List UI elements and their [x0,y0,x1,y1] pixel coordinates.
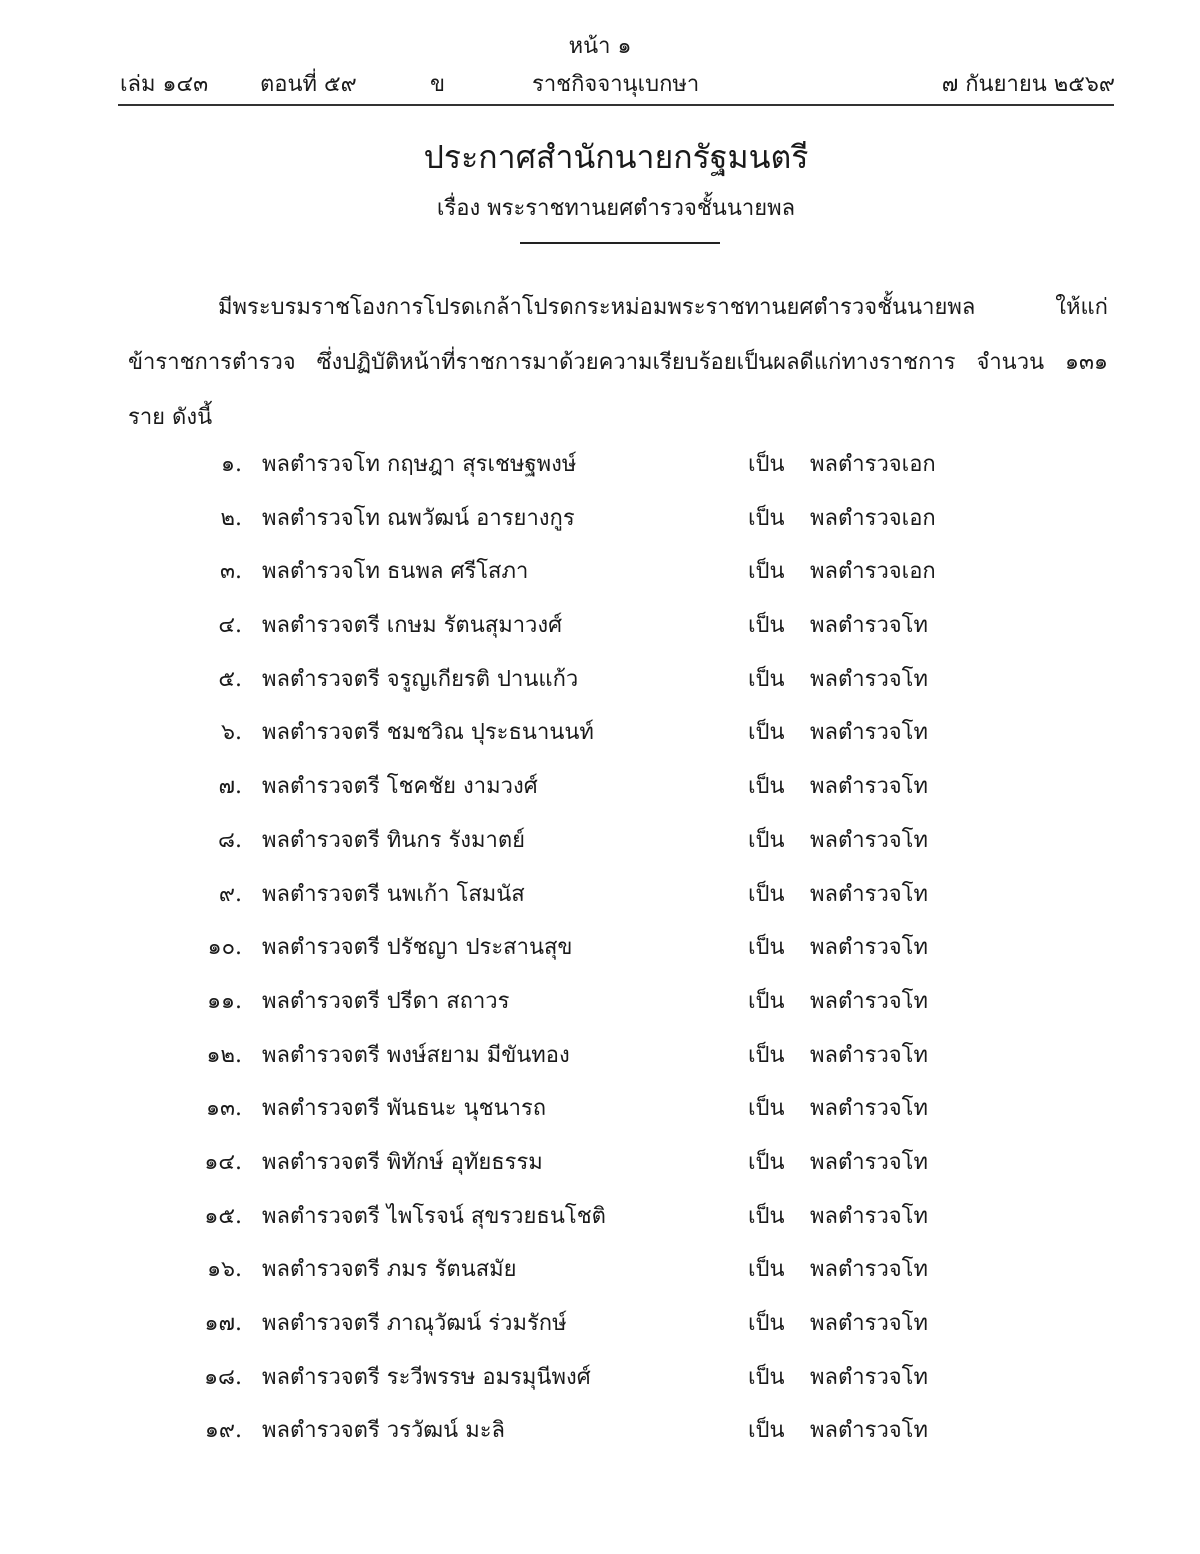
gazette-name: ราชกิจจานุเบกษา [532,72,700,97]
promotion-number: ๑๑. [207,988,242,1014]
promotion-row [0,868,1200,922]
promotion-new-rank: พลตำรวจโท [810,1418,929,1444]
promotion-name: พลตำรวจตรี วรวัฒน์ มะลิ [262,1418,506,1444]
promotion-connector: เป็น [748,1257,785,1283]
promotion-name: พลตำรวจตรี ปรีดา สถาวร [262,988,510,1014]
promotion-new-rank: พลตำรวจโท [810,935,929,961]
page-number: หน้า ๑ [568,34,632,59]
promotion-number: ๘. [218,827,242,853]
promotion-new-rank: พลตำรวจโท [810,827,929,853]
promotion-connector: เป็น [748,1311,785,1336]
title-divider [520,242,720,244]
promotion-new-rank: พลตำรวจโท [810,613,929,639]
promotion-number: ๔. [218,613,242,639]
promotion-number: ๗. [218,774,242,800]
promotion-connector: เป็น [748,827,785,853]
promotion-new-rank: พลตำรวจโท [810,1257,929,1283]
promotion-name: พลตำรวจตรี ไพโรจน์ สุขรวยธนโชติ [262,1203,606,1229]
promotion-connector: เป็น [748,1203,785,1229]
promotion-name: พลตำรวจตรี พิทักษ์ อุทัยธรรม [262,1149,543,1175]
promotion-connector: เป็น [748,613,785,639]
announcement-paragraph: มีพระบรมราชโองการโปรดเกล้าโปรดกระหม่อมพระราชทานยศตำรวจชั้นนายพล ให้แก่ข้าราชการตำรวจ ซึ่งปฏิบัติหน้าที่ราชการมาด้วยความเรียบร้อยเป็นผลดีแก่ทางราชการ จำนวน ๑๓๑ ราย ดังนี้ [128,295,1108,430]
promotion-row [0,760,1200,814]
section-label: ข [430,72,446,97]
promotion-new-rank: พลตำรวจโท [810,881,929,907]
promotion-connector: เป็น [748,988,785,1014]
promotion-row [0,921,1200,975]
promotion-new-rank: พลตำรวจโท [810,1096,929,1122]
promotion-new-rank: พลตำรวจโท [810,1042,929,1068]
promotion-number: ๑๒. [206,1042,242,1068]
promotion-row [0,492,1200,546]
promotion-number: ๕. [218,666,242,692]
gazette-header [120,66,1115,102]
promotion-number: ๙. [218,881,242,907]
promotion-number: ๑. [221,452,242,477]
promotion-row [0,1351,1200,1405]
announcement-title: ประกาศสำนักนายกรัฐมนตรี [423,138,809,176]
promotion-connector: เป็น [748,1096,785,1122]
promotion-new-rank: พลตำรวจเอก [810,559,936,585]
promotion-number: ๑๗. [204,1311,242,1336]
promotion-name: พลตำรวจโท ณพวัฒน์ อารยางกูร [262,505,575,531]
promotion-connector: เป็น [748,666,785,692]
promotion-new-rank: พลตำรวจโท [810,1149,929,1175]
promotion-row [0,1029,1200,1083]
promotion-number: ๖. [221,720,242,746]
promotion-name: พลตำรวจตรี พงษ์สยาม มีขันทอง [262,1042,570,1068]
promotion-number: ๑๖. [207,1257,242,1283]
promotion-connector: เป็น [748,935,785,961]
promotion-number: ๑๘. [204,1364,242,1390]
promotion-new-rank: พลตำรวจเอก [810,452,936,477]
promotion-number: ๑๕. [204,1203,242,1229]
promotion-name: พลตำรวจตรี โชคชัย งามวงศ์ [262,774,538,800]
promotion-name: พลตำรวจตรี ภาณุวัฒน์ ร่วมรักษ์ [262,1311,567,1336]
promotion-name: พลตำรวจตรี จรูญเกียรติ ปานแก้ว [262,666,579,692]
promotion-connector: เป็น [748,774,785,800]
promotion-new-rank: พลตำรวจโท [810,1364,929,1390]
promotion-new-rank: พลตำรวจโท [810,1311,929,1336]
promotion-number: ๑๓. [206,1096,242,1122]
issue-label: ตอนที่ ๕๙ [260,72,357,97]
promotion-connector: เป็น [748,720,785,746]
promotion-row [0,438,1200,492]
promotion-name: พลตำรวจตรี ชมชวิณ ปุระธนานนท์ [262,720,594,746]
promotion-number: ๑๔. [204,1149,242,1175]
promotion-row [0,653,1200,707]
promotion-number: ๑๙. [204,1418,242,1444]
announcement-subject: เรื่อง พระราชทานยศตำรวจชั้นนายพล [436,196,796,221]
promotion-row [0,1404,1200,1458]
promotion-name: พลตำรวจโท กฤษฎา สุรเชษฐพงษ์ [262,452,577,477]
promotion-row [0,1136,1200,1190]
promotion-name: พลตำรวจตรี ภมร รัตนสมัย [262,1257,517,1283]
promotion-connector: เป็น [748,1149,785,1175]
promotion-row [0,975,1200,1029]
promotion-new-rank: พลตำรวจเอก [810,505,936,531]
header-divider [118,104,1114,106]
promotion-row [0,814,1200,868]
promotion-number: ๑๐. [207,935,242,961]
promotion-name: พลตำรวจตรี ระวีพรรษ อมรมุนีพงศ์ [262,1364,591,1390]
promotion-row [0,599,1200,653]
promotion-row [0,545,1200,599]
promotion-row [0,1082,1200,1136]
promotion-new-rank: พลตำรวจโท [810,666,929,692]
promotion-name: พลตำรวจตรี นพเก้า โสมนัส [262,881,525,907]
promotion-new-rank: พลตำรวจโท [810,774,929,800]
promotion-name: พลตำรวจตรี พันธนะ นุชนารถ [262,1096,547,1122]
promotion-row [0,1297,1200,1351]
promotion-number: ๓. [219,559,242,585]
promotion-connector: เป็น [748,452,785,477]
promotion-number: ๒. [220,505,242,531]
promotion-row [0,1243,1200,1297]
promotion-new-rank: พลตำรวจโท [810,1203,929,1229]
promotion-connector: เป็น [748,1418,785,1444]
promotion-connector: เป็น [748,505,785,531]
promotion-row [0,1190,1200,1244]
promotion-connector: เป็น [748,559,785,585]
promotion-row [0,706,1200,760]
promotion-connector: เป็น [748,1042,785,1068]
promotion-name: พลตำรวจตรี ปรัชญา ประสานสุข [262,935,573,961]
promotion-name: พลตำรวจตรี เกษม รัตนสุมาวงศ์ [262,613,563,639]
promotion-new-rank: พลตำรวจโท [810,720,929,746]
promotion-name: พลตำรวจโท ธนพล ศรีโสภา [262,559,529,585]
promotion-connector: เป็น [748,881,785,907]
promotion-new-rank: พลตำรวจโท [810,988,929,1014]
promotion-list [0,438,1200,1458]
publication-date: ๗ กันยายน ๒๕๖๙ [941,72,1115,97]
volume-label: เล่ม ๑๔๓ [120,72,209,97]
promotion-connector: เป็น [748,1364,785,1390]
promotion-name: พลตำรวจตรี ทินกร รังมาตย์ [262,827,526,853]
